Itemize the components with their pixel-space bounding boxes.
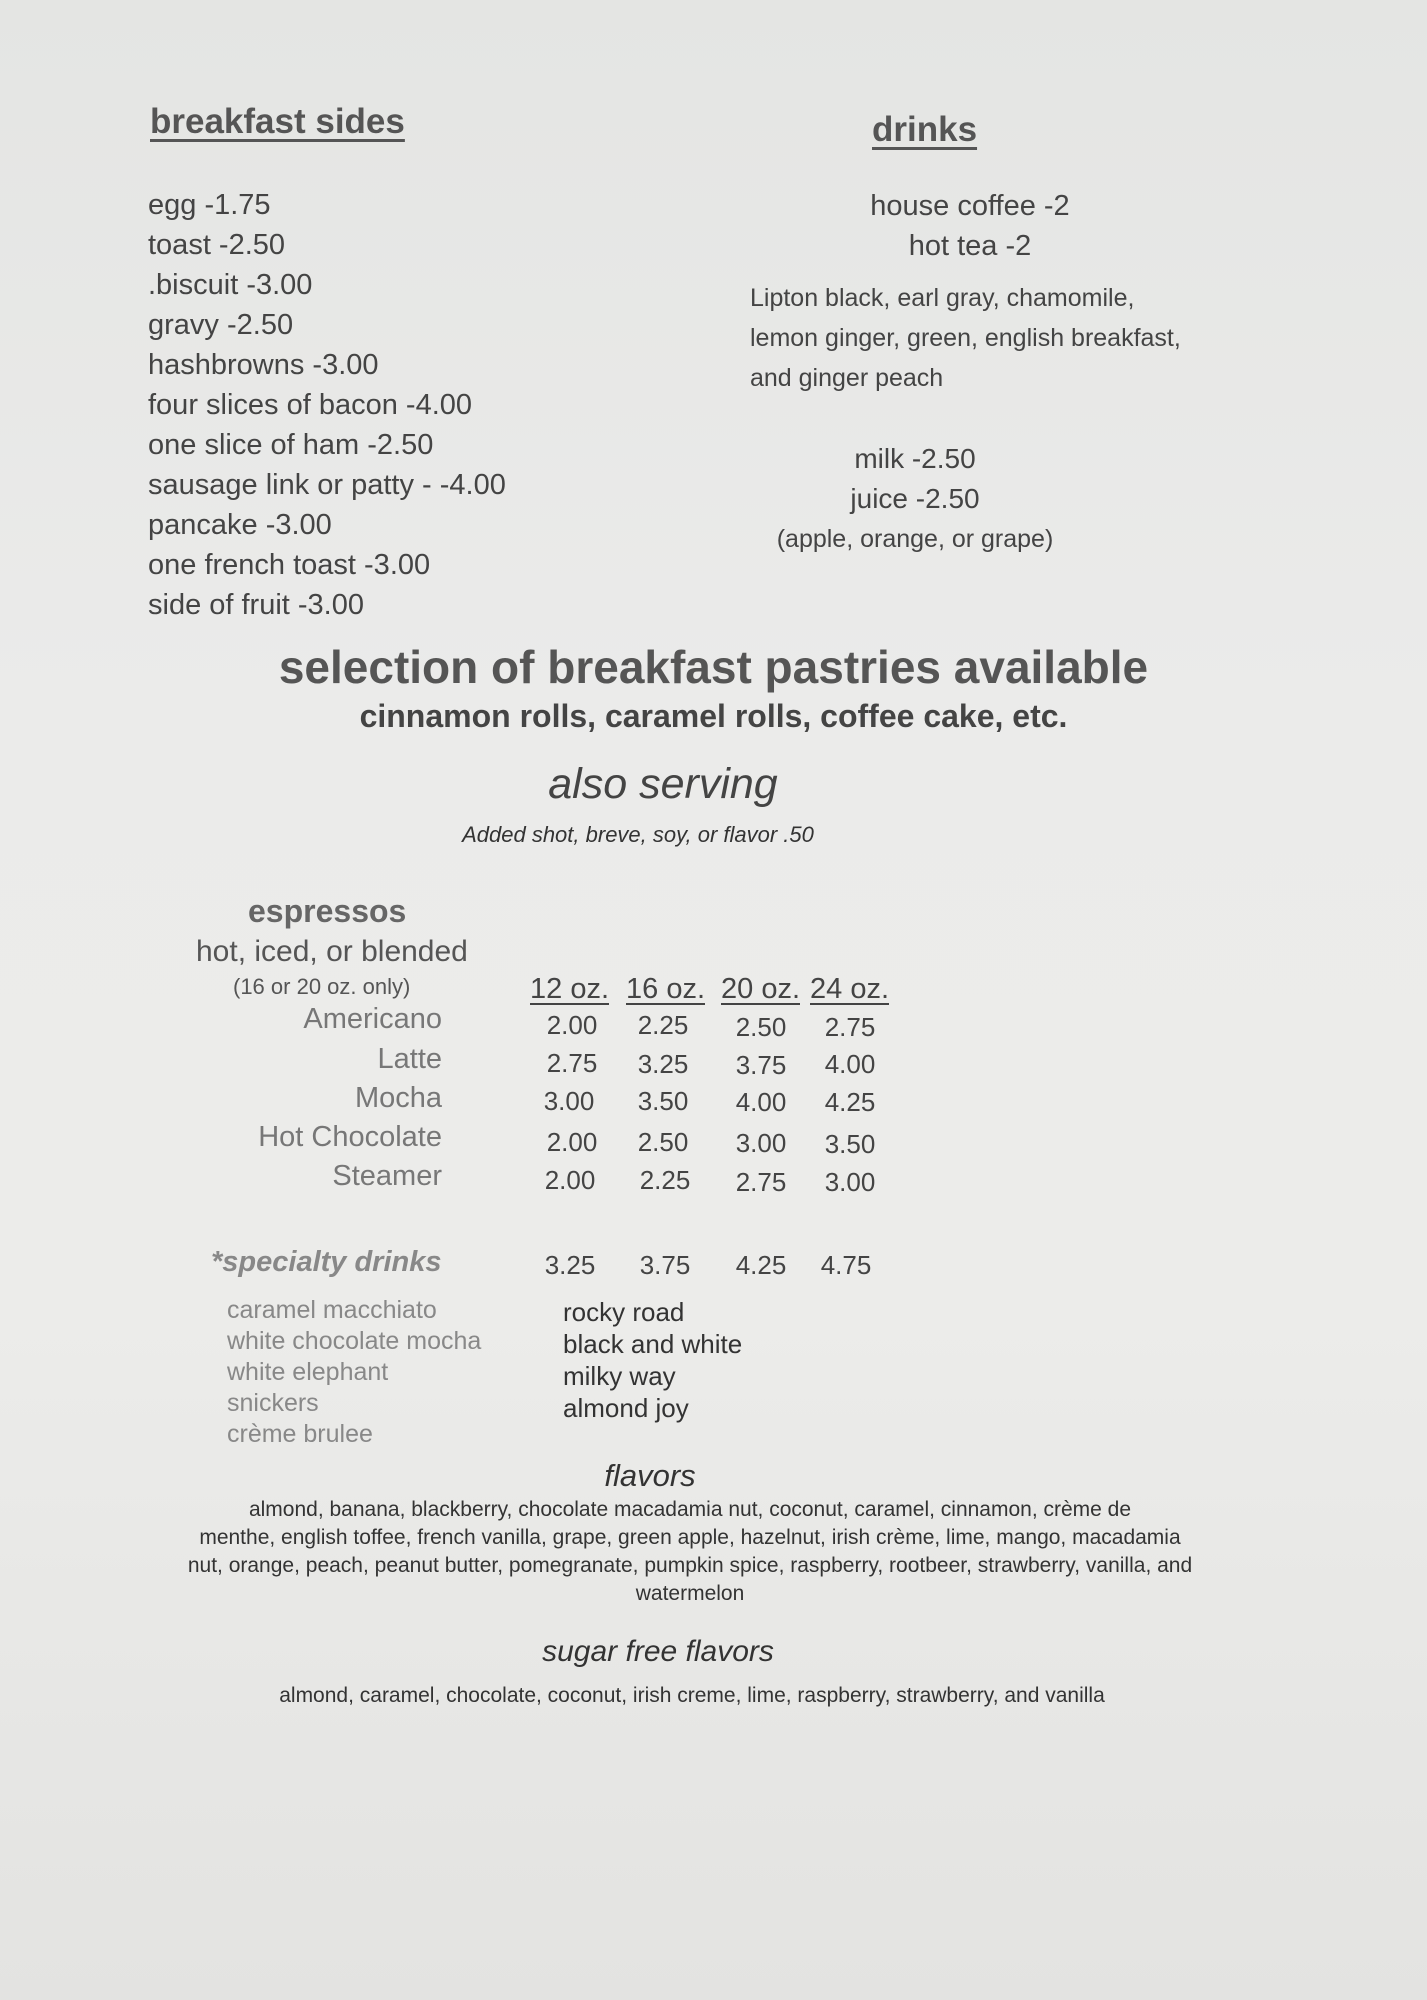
also-serving-note: Added shot, breve, soy, or flavor .50: [462, 822, 814, 847]
drinks-title: drinks: [872, 110, 978, 149]
list-item: white chocolate mocha: [227, 1327, 482, 1355]
list-item: sausage link or patty - -4.00: [148, 469, 506, 501]
price-cell: 3.00: [543, 1086, 595, 1116]
juice: juice -2.50: [850, 483, 980, 514]
size-16oz: 16 oz.: [626, 973, 705, 1005]
flavors-text: [150, 1496, 1230, 1608]
list-item: toast -2.50: [148, 229, 286, 261]
specialty-price: 3.75: [639, 1250, 691, 1280]
row-label-hot-chocolate: Hot Chocolate: [258, 1121, 442, 1153]
row-label-mocha: Mocha: [354, 1082, 442, 1114]
price-cell: 2.75: [546, 1048, 598, 1078]
list-item: side of fruit -3.00: [148, 589, 364, 621]
size-12oz: 12 oz.: [530, 973, 609, 1005]
sugar-free-text: almond, caramel, chocolate, coconut, irish creme, lime, raspberry, strawberry, and vanilla: [279, 1684, 1105, 1707]
price-cell: 2.25: [639, 1165, 691, 1195]
price-cell: 3.00: [735, 1128, 787, 1158]
tea-list-line: lemon ginger, green, english breakfast,: [750, 324, 1181, 352]
price-cell: 2.75: [824, 1012, 876, 1042]
flavors-title: flavors: [604, 1458, 696, 1493]
milk: milk -2.50: [854, 443, 976, 474]
espressos-note: (16 or 20 oz. only): [233, 974, 411, 999]
list-item: crème brulee: [227, 1420, 373, 1448]
price-cell: 3.50: [637, 1086, 689, 1116]
juice-options: (apple, orange, or grape): [776, 525, 1054, 553]
flavors-line: nut, orange, peach, peanut butter, pomegranate, pumpkin spice, raspberry, rootbeer, strawberry, vanilla, and: [187, 1554, 1193, 1577]
price-cell: 4.00: [824, 1049, 876, 1079]
breakfast-sides-title: breakfast sides: [150, 102, 405, 141]
price-cell: 3.50: [824, 1129, 876, 1159]
flavors-line: menthe, english toffee, french vanilla, grape, green apple, hazelnut, irish crème, lime, mango, macadamia: [199, 1526, 1181, 1549]
list-item: pancake -3.00: [148, 509, 332, 541]
specialty-list-left: [227, 1295, 481, 1450]
list-item: snickers: [227, 1389, 319, 1417]
row-label-latte: Latte: [377, 1043, 442, 1075]
list-item: hashbrowns -3.00: [148, 349, 379, 381]
price-cell: 2.50: [637, 1127, 689, 1157]
sugar-free-title: sugar free flavors: [542, 1635, 774, 1668]
price-cell: 4.00: [735, 1087, 787, 1117]
price-cell: 2.50: [735, 1012, 787, 1042]
list-item: white elephant: [227, 1358, 389, 1386]
pastries-subtitle: cinnamon rolls, caramel rolls, coffee cake, etc.: [359, 698, 1068, 734]
list-item: one slice of ham -2.50: [148, 429, 434, 461]
list-item: .biscuit -3.00: [148, 269, 313, 301]
list-item: black and white: [563, 1329, 743, 1359]
price-cell: 2.75: [735, 1167, 787, 1197]
list-item: caramel macchiato: [227, 1296, 437, 1324]
size-24oz: 24 oz.: [810, 973, 889, 1005]
row-label-steamer: Steamer: [332, 1160, 442, 1192]
pastries-title: selection of breakfast pastries available: [278, 641, 1149, 693]
price-cell: 2.00: [546, 1010, 598, 1040]
specialty-list-right: [563, 1296, 742, 1424]
specialty-price: 3.25: [544, 1250, 596, 1280]
price-cell: 4.25: [824, 1087, 876, 1117]
breakfast-sides-list: [148, 185, 506, 625]
price-cell: 3.00: [824, 1167, 876, 1197]
tea-list: [750, 278, 1181, 398]
size-20oz: 20 oz.: [721, 973, 800, 1005]
list-item: milky way: [563, 1361, 676, 1391]
price-cell: 3.25: [637, 1049, 689, 1079]
price-cell: 3.75: [735, 1050, 787, 1080]
specialty-price: 4.75: [820, 1250, 872, 1280]
tea-list-line: Lipton black, earl gray, chamomile,: [750, 284, 1135, 312]
espressos-subtitle: hot, iced, or blended: [196, 935, 468, 968]
specialty-price: 4.25: [735, 1250, 787, 1280]
list-item: rocky road: [563, 1297, 685, 1327]
list-item: almond joy: [563, 1393, 689, 1423]
row-label-americano: Americano: [303, 1003, 442, 1035]
flavors-line: watermelon: [635, 1582, 745, 1605]
list-item: four slices of bacon -4.00: [148, 389, 473, 421]
list-item: egg -1.75: [148, 189, 271, 221]
list-item: one french toast -3.00: [148, 549, 431, 581]
price-cell: 2.00: [546, 1127, 598, 1157]
house-coffee: house coffee -2: [870, 190, 1070, 222]
tea-list-line: and ginger peach: [750, 364, 944, 392]
specialty-title: *specialty drinks: [211, 1246, 442, 1278]
also-serving-title: also serving: [548, 760, 778, 808]
price-cell: 2.25: [637, 1010, 689, 1040]
flavors-line: almond, banana, blackberry, chocolate macadamia nut, coconut, caramel, cinnamon, crème de: [248, 1498, 1132, 1521]
hot-tea: hot tea -2: [908, 230, 1032, 262]
espressos-title: espressos: [248, 893, 407, 929]
price-cell: 2.00: [544, 1165, 596, 1195]
list-item: gravy -2.50: [148, 309, 294, 341]
